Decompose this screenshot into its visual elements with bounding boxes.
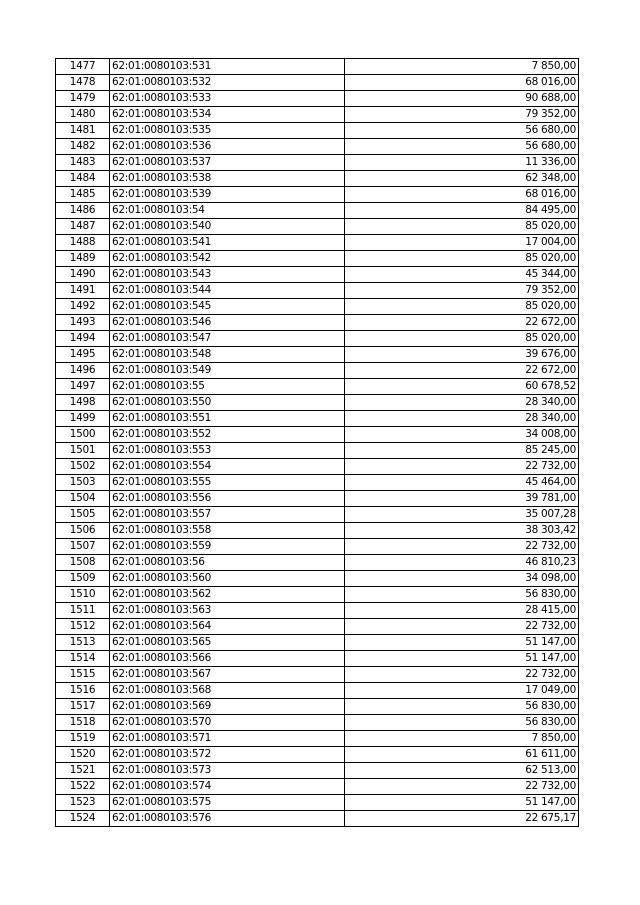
table-row: [56, 347, 579, 363]
cadastral-value-cell: 85 020,00: [345, 331, 579, 347]
table-row: [56, 331, 579, 347]
cadastral-number-cell: 62:01:0080103:536: [110, 139, 345, 155]
row-number-cell: 1486: [56, 203, 110, 219]
row-number-cell: 1515: [56, 667, 110, 683]
table-row: [56, 555, 579, 571]
cadastral-value-cell: 68 016,00: [345, 75, 579, 91]
cadastral-number-cell: 62:01:0080103:556: [110, 491, 345, 507]
row-number-cell: 1507: [56, 539, 110, 555]
cadastral-value-cell: 11 336,00: [345, 155, 579, 171]
cadastral-value-cell: 45 464,00: [345, 475, 579, 491]
cadastral-value-cell: 79 352,00: [345, 107, 579, 123]
cadastral-number-cell: 62:01:0080103:572: [110, 747, 345, 763]
cadastral-number-cell: 62:01:0080103:538: [110, 171, 345, 187]
row-number-cell: 1485: [56, 187, 110, 203]
cadastral-value-cell: 90 688,00: [345, 91, 579, 107]
cadastral-number-cell: 62:01:0080103:559: [110, 539, 345, 555]
table-row: [56, 299, 579, 315]
cadastral-number-cell: 62:01:0080103:558: [110, 523, 345, 539]
cadastral-number-cell: 62:01:0080103:569: [110, 699, 345, 715]
cadastral-number-cell: 62:01:0080103:557: [110, 507, 345, 523]
table-row: [56, 187, 579, 203]
cadastral-value-cell: 85 020,00: [345, 251, 579, 267]
table-row: [56, 619, 579, 635]
cadastral-value-cell: 56 830,00: [345, 587, 579, 603]
cadastral-number-cell: 62:01:0080103:567: [110, 667, 345, 683]
cadastral-number-cell: 62:01:0080103:537: [110, 155, 345, 171]
row-number-cell: 1513: [56, 635, 110, 651]
cadastral-value-cell: 56 680,00: [345, 139, 579, 155]
cadastral-value-cell: 51 147,00: [345, 795, 579, 811]
table-row: [56, 139, 579, 155]
table-row: [56, 427, 579, 443]
cadastral-value-cell: 22 675,17: [345, 811, 579, 827]
table-row: [56, 587, 579, 603]
row-number-cell: 1521: [56, 763, 110, 779]
cadastral-value-cell: 46 810,23: [345, 555, 579, 571]
cadastral-value-cell: 84 495,00: [345, 203, 579, 219]
table-row: [56, 683, 579, 699]
cadastral-value-cell: 62 513,00: [345, 763, 579, 779]
cadastral-value-cell: 22 732,00: [345, 619, 579, 635]
cadastral-number-cell: 62:01:0080103:544: [110, 283, 345, 299]
cadastral-number-cell: 62:01:0080103:55: [110, 379, 345, 395]
cadastral-value-cell: 45 344,00: [345, 267, 579, 283]
cadastral-number-cell: 62:01:0080103:553: [110, 443, 345, 459]
cadastral-value-cell: 51 147,00: [345, 651, 579, 667]
table-row: [56, 235, 579, 251]
table-row: [56, 315, 579, 331]
cadastral-number-cell: 62:01:0080103:549: [110, 363, 345, 379]
cadastral-value-cell: 22 732,00: [345, 667, 579, 683]
cadastral-value-cell: 22 732,00: [345, 539, 579, 555]
cadastral-value-cell: 34 098,00: [345, 571, 579, 587]
cadastral-value-cell: 22 672,00: [345, 315, 579, 331]
cadastral-number-cell: 62:01:0080103:532: [110, 75, 345, 91]
cadastral-number-cell: 62:01:0080103:564: [110, 619, 345, 635]
table-row: [56, 795, 579, 811]
cadastral-value-cell: 28 340,00: [345, 411, 579, 427]
row-number-cell: 1491: [56, 283, 110, 299]
cadastral-number-cell: 62:01:0080103:543: [110, 267, 345, 283]
cadastral-number-cell: 62:01:0080103:565: [110, 635, 345, 651]
cadastral-number-cell: 62:01:0080103:533: [110, 91, 345, 107]
cadastral-value-cell: 22 732,00: [345, 459, 579, 475]
cadastral-number-cell: 62:01:0080103:541: [110, 235, 345, 251]
table-row: [56, 539, 579, 555]
cadastral-number-cell: 62:01:0080103:551: [110, 411, 345, 427]
row-number-cell: 1487: [56, 219, 110, 235]
row-number-cell: 1481: [56, 123, 110, 139]
cadastral-value-cell: 85 020,00: [345, 299, 579, 315]
row-number-cell: 1482: [56, 139, 110, 155]
cadastral-number-cell: 62:01:0080103:531: [110, 59, 345, 75]
table-row: [56, 715, 579, 731]
table-row: [56, 219, 579, 235]
cadastral-value-cell: 68 016,00: [345, 187, 579, 203]
row-number-cell: 1493: [56, 315, 110, 331]
cadastral-value-cell: 39 676,00: [345, 347, 579, 363]
cadastral-number-cell: 62:01:0080103:566: [110, 651, 345, 667]
cadastral-number-cell: 62:01:0080103:548: [110, 347, 345, 363]
table-row: [56, 171, 579, 187]
table-row: [56, 603, 579, 619]
cadastral-number-cell: 62:01:0080103:575: [110, 795, 345, 811]
cadastral-number-cell: 62:01:0080103:539: [110, 187, 345, 203]
row-number-cell: 1506: [56, 523, 110, 539]
cadastral-value-cell: 35 007,28: [345, 507, 579, 523]
row-number-cell: 1508: [56, 555, 110, 571]
row-number-cell: 1479: [56, 91, 110, 107]
row-number-cell: 1516: [56, 683, 110, 699]
table-body: [56, 59, 579, 827]
table-row: [56, 811, 579, 827]
table-row: [56, 363, 579, 379]
row-number-cell: 1520: [56, 747, 110, 763]
table-row: [56, 651, 579, 667]
table-row: [56, 731, 579, 747]
cadastral-number-cell: 62:01:0080103:554: [110, 459, 345, 475]
table-row: [56, 203, 579, 219]
cadastral-value-cell: 17 049,00: [345, 683, 579, 699]
cadastral-number-cell: 62:01:0080103:576: [110, 811, 345, 827]
row-number-cell: 1480: [56, 107, 110, 123]
row-number-cell: 1489: [56, 251, 110, 267]
table-row: [56, 475, 579, 491]
table-row: [56, 635, 579, 651]
table-row: [56, 747, 579, 763]
table-row: [56, 443, 579, 459]
table-row: [56, 699, 579, 715]
cadastral-value-cell: 39 781,00: [345, 491, 579, 507]
cadastral-number-cell: 62:01:0080103:550: [110, 395, 345, 411]
cadastral-value-cell: 7 850,00: [345, 59, 579, 75]
table-row: [56, 523, 579, 539]
table-row: [56, 763, 579, 779]
row-number-cell: 1504: [56, 491, 110, 507]
table-row: [56, 459, 579, 475]
cadastral-value-cell: 7 850,00: [345, 731, 579, 747]
cadastral-value-cell: 28 415,00: [345, 603, 579, 619]
cadastral-value-cell: 38 303,42: [345, 523, 579, 539]
row-number-cell: 1500: [56, 427, 110, 443]
cadastral-number-cell: 62:01:0080103:547: [110, 331, 345, 347]
row-number-cell: 1511: [56, 603, 110, 619]
cadastral-value-cell: 62 348,00: [345, 171, 579, 187]
row-number-cell: 1517: [56, 699, 110, 715]
table-row: [56, 123, 579, 139]
cadastral-number-cell: 62:01:0080103:562: [110, 587, 345, 603]
row-number-cell: 1488: [56, 235, 110, 251]
cadastral-number-cell: 62:01:0080103:571: [110, 731, 345, 747]
row-number-cell: 1514: [56, 651, 110, 667]
table-row: [56, 667, 579, 683]
cadastral-number-cell: 62:01:0080103:555: [110, 475, 345, 491]
cadastral-value-cell: 28 340,00: [345, 395, 579, 411]
cadastral-number-cell: 62:01:0080103:552: [110, 427, 345, 443]
row-number-cell: 1490: [56, 267, 110, 283]
row-number-cell: 1497: [56, 379, 110, 395]
row-number-cell: 1495: [56, 347, 110, 363]
cadastral-value-cell: 79 352,00: [345, 283, 579, 299]
cadastral-value-cell: 34 008,00: [345, 427, 579, 443]
cadastral-value-cell: 56 830,00: [345, 699, 579, 715]
row-number-cell: 1498: [56, 395, 110, 411]
table-row: [56, 155, 579, 171]
table-row: [56, 379, 579, 395]
table-row: [56, 411, 579, 427]
table-row: [56, 267, 579, 283]
table-row: [56, 75, 579, 91]
cadastral-value-cell: 60 678,52: [345, 379, 579, 395]
cadastral-value-cell: 22 732,00: [345, 779, 579, 795]
cadastral-number-cell: 62:01:0080103:534: [110, 107, 345, 123]
cadastral-value-cell: 17 004,00: [345, 235, 579, 251]
cadastral-value-table: [55, 58, 579, 827]
cadastral-value-cell: 56 680,00: [345, 123, 579, 139]
row-number-cell: 1501: [56, 443, 110, 459]
cadastral-value-cell: 22 672,00: [345, 363, 579, 379]
row-number-cell: 1477: [56, 59, 110, 75]
row-number-cell: 1509: [56, 571, 110, 587]
row-number-cell: 1478: [56, 75, 110, 91]
table-row: [56, 507, 579, 523]
cadastral-number-cell: 62:01:0080103:546: [110, 315, 345, 331]
cadastral-number-cell: 62:01:0080103:56: [110, 555, 345, 571]
row-number-cell: 1510: [56, 587, 110, 603]
row-number-cell: 1518: [56, 715, 110, 731]
cadastral-number-cell: 62:01:0080103:568: [110, 683, 345, 699]
cadastral-value-cell: 51 147,00: [345, 635, 579, 651]
table-row: [56, 251, 579, 267]
row-number-cell: 1519: [56, 731, 110, 747]
table-row: [56, 571, 579, 587]
table-row: [56, 59, 579, 75]
row-number-cell: 1483: [56, 155, 110, 171]
cadastral-number-cell: 62:01:0080103:545: [110, 299, 345, 315]
row-number-cell: 1524: [56, 811, 110, 827]
cadastral-number-cell: 62:01:0080103:574: [110, 779, 345, 795]
cadastral-number-cell: 62:01:0080103:573: [110, 763, 345, 779]
table-row: [56, 395, 579, 411]
row-number-cell: 1523: [56, 795, 110, 811]
table-row: [56, 283, 579, 299]
row-number-cell: 1502: [56, 459, 110, 475]
row-number-cell: 1512: [56, 619, 110, 635]
cadastral-number-cell: 62:01:0080103:542: [110, 251, 345, 267]
cadastral-number-cell: 62:01:0080103:570: [110, 715, 345, 731]
row-number-cell: 1522: [56, 779, 110, 795]
cadastral-value-cell: 56 830,00: [345, 715, 579, 731]
row-number-cell: 1499: [56, 411, 110, 427]
table-row: [56, 491, 579, 507]
cadastral-number-cell: 62:01:0080103:54: [110, 203, 345, 219]
row-number-cell: 1484: [56, 171, 110, 187]
cadastral-number-cell: 62:01:0080103:540: [110, 219, 345, 235]
table-row: [56, 91, 579, 107]
cadastral-number-cell: 62:01:0080103:563: [110, 603, 345, 619]
table-row: [56, 107, 579, 123]
cadastral-value-cell: 85 020,00: [345, 219, 579, 235]
row-number-cell: 1496: [56, 363, 110, 379]
cadastral-number-cell: 62:01:0080103:535: [110, 123, 345, 139]
table-row: [56, 779, 579, 795]
cadastral-number-cell: 62:01:0080103:560: [110, 571, 345, 587]
cadastral-value-cell: 61 611,00: [345, 747, 579, 763]
row-number-cell: 1494: [56, 331, 110, 347]
row-number-cell: 1492: [56, 299, 110, 315]
cadastral-value-cell: 85 245,00: [345, 443, 579, 459]
row-number-cell: 1503: [56, 475, 110, 491]
row-number-cell: 1505: [56, 507, 110, 523]
